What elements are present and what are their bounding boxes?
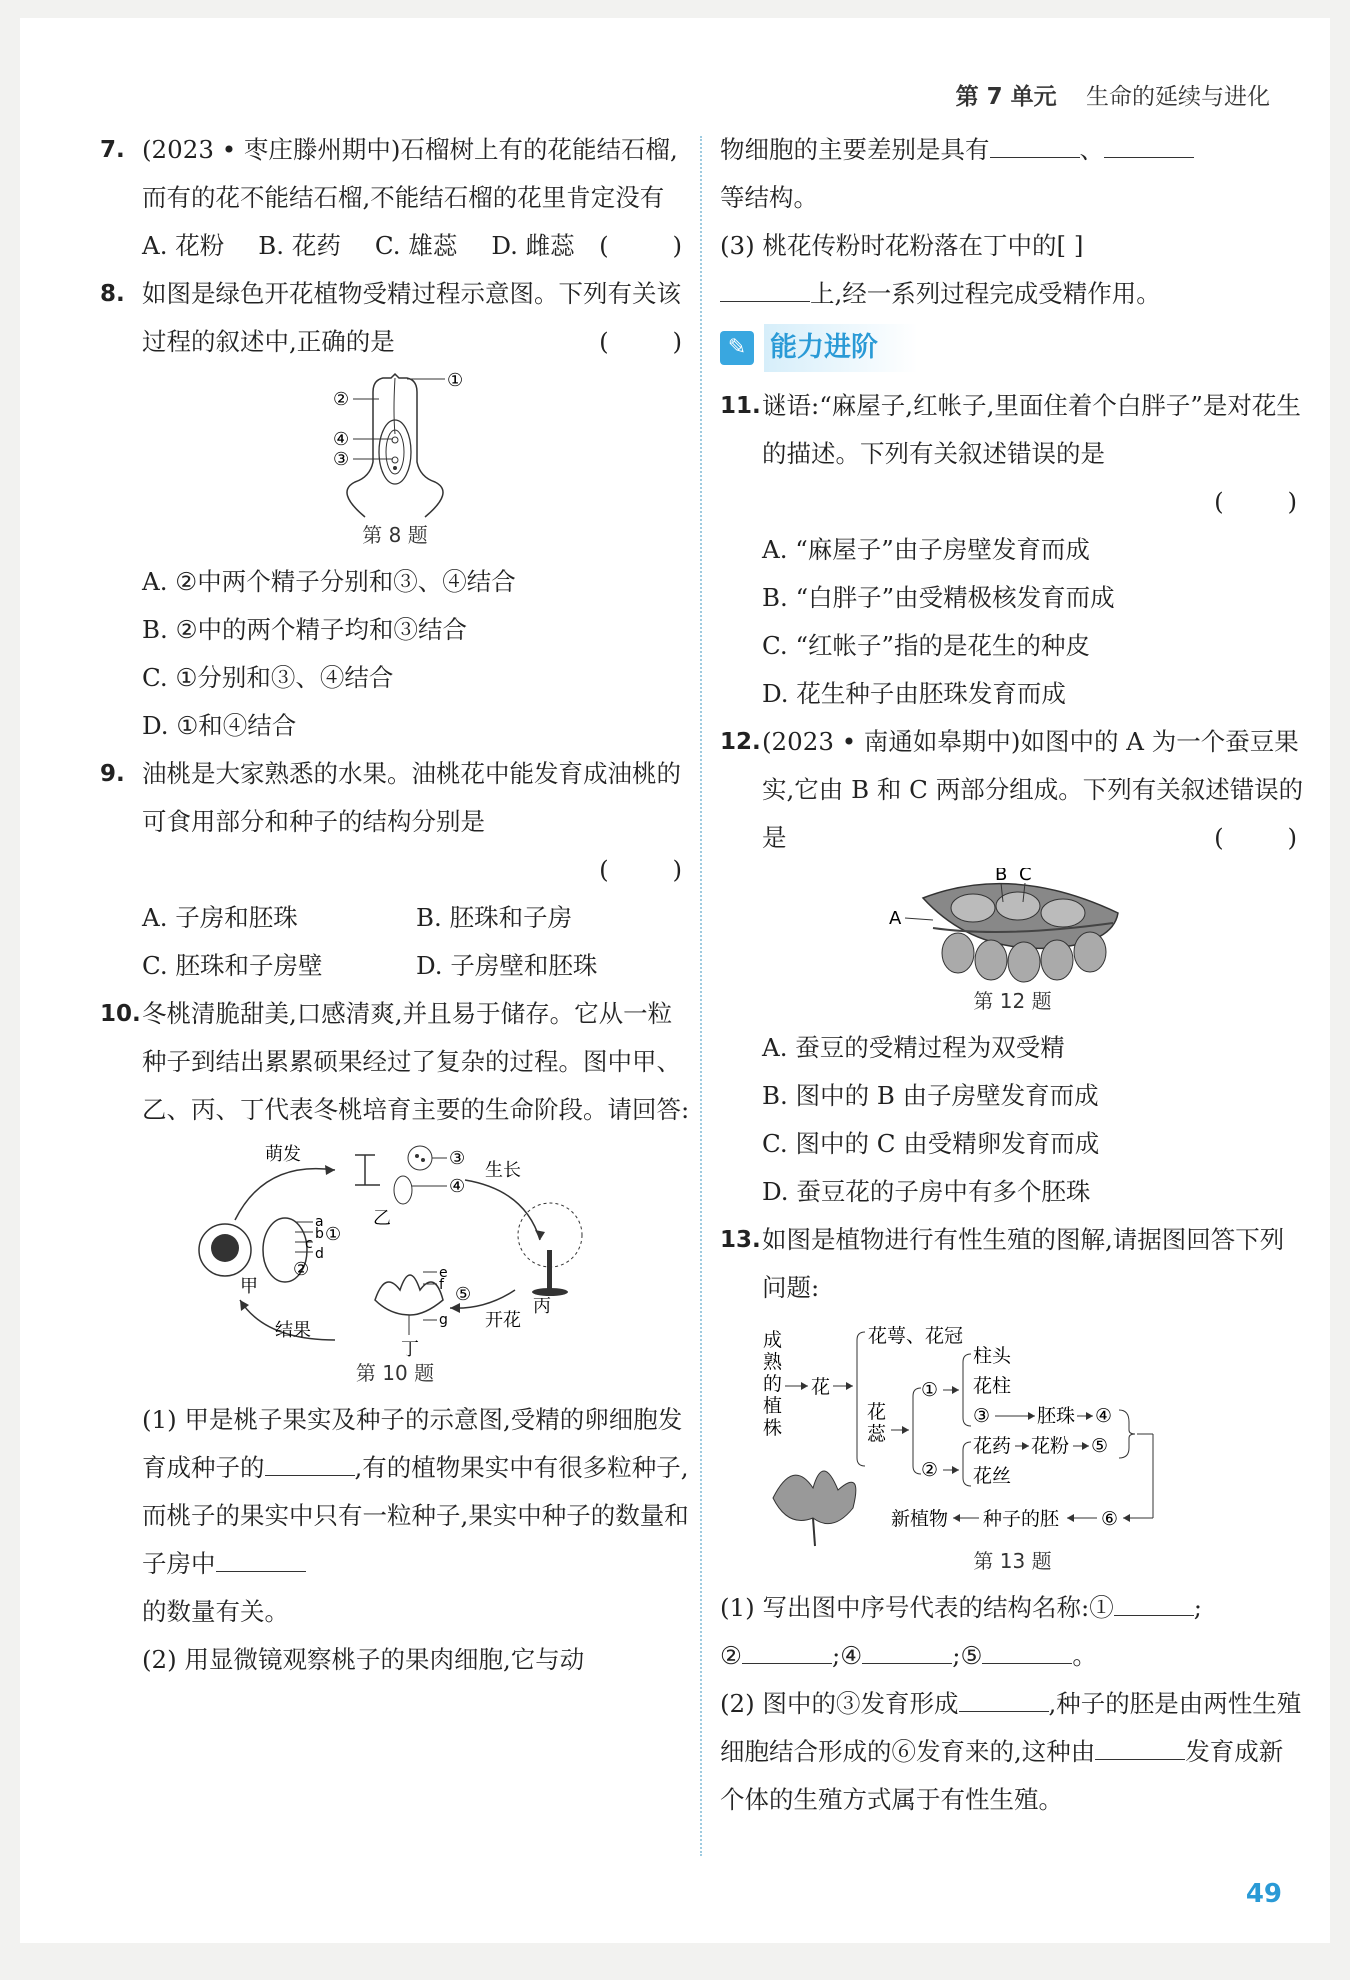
question-10: [100, 990, 690, 1134]
part1-text-a: (1) 甲是桃子果实及种子的示意图,受精的卵细胞发育成种子的: [142, 1405, 683, 1482]
part2-text-c: 等结构。: [720, 183, 818, 212]
blank-1[interactable]: [1114, 1585, 1194, 1616]
figure-caption: 第 13 题: [973, 1549, 1052, 1573]
label-d: d: [315, 1246, 324, 1262]
broad-bean-pod-image: [883, 868, 1143, 988]
workbook-page: [20, 18, 1330, 1943]
page-number: 49: [1245, 1879, 1282, 1909]
option-b[interactable]: B. “白胖子”由受精极核发育而成: [762, 583, 1115, 612]
sepal-petal-label: 花萼、花冠: [867, 1325, 963, 1347]
option-d[interactable]: D. 雌蕊: [491, 231, 575, 260]
figure-caption: 第 12 题: [973, 989, 1052, 1013]
blank-5[interactable]: [982, 1633, 1072, 1664]
option-a[interactable]: A. 蚕豆的受精过程为双受精: [762, 1033, 1065, 1062]
option-c[interactable]: C. 图中的 C 由受精卵发育而成: [762, 1129, 1100, 1158]
label-4: ④: [449, 1176, 466, 1197]
option-a[interactable]: A. 花粉: [142, 231, 225, 260]
options-9-row1: [100, 894, 690, 942]
q10-part2-start: (2) 用显微镜观察桃子的果肉细胞,它与动: [142, 1645, 585, 1674]
question-stem: 如图是绿色开花植物受精过程示意图。下列有关该过程的叙述中,正确的是: [142, 279, 681, 356]
sep-1: ;: [1193, 1593, 1203, 1622]
column-divider: [700, 136, 702, 1856]
option-b[interactable]: B. 胚珠和子房: [416, 903, 573, 932]
label-bloom: 开花: [485, 1310, 521, 1331]
stigma-label: 柱头: [972, 1345, 1011, 1367]
label-yi: 乙: [373, 1208, 391, 1229]
figure-8: [100, 372, 690, 548]
num-5: ⑤: [1090, 1435, 1108, 1457]
label-2: ②: [333, 389, 350, 410]
anther-label: 花药: [972, 1435, 1011, 1457]
option-c[interactable]: C. ①分别和③、④结合: [142, 663, 394, 692]
label-c: c: [305, 1236, 313, 1252]
page-header: [956, 78, 1270, 111]
blank-5[interactable]: [720, 271, 810, 302]
style-label: 花柱: [972, 1375, 1011, 1397]
options-9-row2: [100, 942, 690, 990]
label-jia: 甲: [240, 1276, 258, 1297]
option-d[interactable]: D. 子房壁和胚珠: [416, 951, 598, 980]
part3-text-a: (3) 桃花传粉时花粉落在丁中的[ ]: [720, 231, 1084, 260]
new-plant-label: 新植物: [890, 1508, 948, 1530]
part2-text-b: ,种子的胚是由两性生殖细胞结合形成的⑥发育来的,这种由: [720, 1689, 1302, 1766]
answer-bracket[interactable]: ( ): [599, 327, 710, 356]
pollen-label: 花粉: [1030, 1435, 1069, 1457]
plant-label: 成熟的植株: [762, 1329, 782, 1439]
embryo-label: 种子的胚: [982, 1508, 1059, 1530]
part2-text-b: 物细胞的主要差别是具有: [720, 135, 990, 164]
question-number: 9.: [100, 761, 125, 787]
label-f: f: [439, 1277, 444, 1293]
blank-2[interactable]: [216, 1541, 306, 1572]
question-number: 11.: [720, 393, 761, 419]
options-7: [100, 222, 599, 270]
sep-2: ;④: [831, 1641, 863, 1670]
label-grow: 生长: [485, 1160, 521, 1181]
label-g: g: [439, 1312, 448, 1328]
q13-part2: [720, 1680, 1305, 1824]
part1-text-c: 的数量有关。: [142, 1597, 289, 1626]
label-3: ③: [333, 449, 350, 470]
figure-caption: 第 10 题: [355, 1361, 435, 1385]
question-12: [720, 718, 1325, 862]
section-title: 能力进阶: [764, 324, 918, 372]
sep-3: ;⑤: [952, 1641, 983, 1670]
answer-bracket[interactable]: ( ): [1214, 823, 1325, 852]
blank-6[interactable]: [959, 1681, 1049, 1712]
option-b[interactable]: B. 花药: [258, 231, 341, 260]
figure-10: [100, 1140, 690, 1386]
flower-label: 花: [810, 1376, 830, 1398]
option-c[interactable]: C. 雄蕊: [374, 231, 458, 260]
section-heading: [720, 324, 1305, 372]
question-number: 12.: [720, 729, 761, 755]
num-2: ②: [920, 1459, 938, 1481]
question-number: 10.: [100, 1001, 141, 1027]
part3-text-b: 上,经一系列过程完成受精作用。: [810, 279, 1161, 308]
answer-bracket[interactable]: ( ): [1214, 487, 1325, 516]
option-b[interactable]: B. ②中的两个精子均和③结合: [142, 615, 468, 644]
part2-text-a: (2) 图中的③发育形成: [720, 1689, 959, 1718]
question-stem: 油桃是大家熟悉的水果。油桃花中能发育成油桃的可食用部分和种子的结构分别是: [142, 759, 681, 836]
pencil-icon: ✎: [720, 331, 754, 365]
label-a: A: [888, 908, 901, 929]
part1-text-a: (1) 写出图中序号代表的结构名称:①: [720, 1593, 1114, 1622]
answer-bracket[interactable]: ( ): [599, 231, 710, 260]
label-fruit: 结果: [275, 1320, 311, 1341]
part2-text-c: 发育成新个体的生殖方式属于有性生殖。: [720, 1737, 1284, 1814]
question-number: 8.: [100, 281, 125, 307]
label-c: C: [1018, 868, 1032, 885]
unit-label: 第 7 单元: [955, 84, 1057, 110]
question-number: 7.: [100, 137, 125, 163]
figure-caption: 第 8 题: [362, 523, 428, 547]
answer-bracket[interactable]: ( ): [599, 855, 710, 884]
question-stem: 冬桃清脆甜美,口感清爽,并且易于储存。它从一粒种子到结出累累硕果经过了复杂的过程。图中甲、乙、丙、丁代表冬桃培育主要的生命阶段。请回答:: [142, 999, 690, 1124]
blank-4[interactable]: [1104, 127, 1194, 158]
label-b: b: [315, 1226, 324, 1242]
label-ding: 丁: [401, 1339, 419, 1360]
question-11: [720, 382, 1325, 526]
option-a[interactable]: A. 子房和胚珠: [142, 903, 298, 932]
blank-3[interactable]: [990, 127, 1080, 158]
blank-7[interactable]: [1095, 1729, 1185, 1760]
option-d[interactable]: D. 蚕豆花的子房中有多个胚珠: [762, 1177, 1091, 1206]
num-6: ⑥: [1100, 1508, 1118, 1530]
option-a[interactable]: A. “麻屋子”由子房壁发育而成: [762, 535, 1090, 564]
q10-part3: [720, 222, 1305, 318]
ovule-label: 胚珠: [1036, 1405, 1075, 1427]
option-b[interactable]: B. 图中的 B 由子房壁发育而成: [762, 1081, 1099, 1110]
label-a: a: [315, 1214, 324, 1230]
q10-part1: [100, 1396, 690, 1636]
num-1: ①: [920, 1379, 938, 1401]
figure-12: [720, 868, 1305, 1014]
q13-part1: [720, 1584, 1305, 1680]
question-stem: 谜语:“麻屋子,红帐子,里面住着个白胖子”是对花生的描述。下列有关叙述错误的是: [762, 391, 1301, 468]
question-stem: (2023 • 南通如皋期中)如图中的 A 为一个蚕豆果实,它由 B 和 C 两部分组成。下列有关叙述错误的是: [762, 727, 1304, 852]
label-1: ①: [447, 372, 464, 391]
question-9: [100, 750, 710, 894]
fertilization-diagram: [295, 372, 495, 522]
pistil-label: 花蕊: [866, 1401, 886, 1445]
option-c[interactable]: C. 胚珠和子房壁: [142, 951, 323, 980]
num-4: ④: [1094, 1405, 1112, 1427]
label-e: e: [439, 1265, 448, 1281]
label-bing: 丙: [533, 1296, 551, 1317]
label-4: ④: [333, 429, 350, 450]
question-13: [720, 1216, 1305, 1312]
left-column: [100, 126, 710, 1684]
flower-illustration: [773, 1471, 856, 1546]
label-2: ②: [293, 1259, 310, 1280]
label-5: ⑤: [455, 1284, 472, 1305]
peach-lifecycle-diagram: [185, 1140, 605, 1360]
option-d[interactable]: D. ①和④结合: [142, 711, 297, 740]
question-stem: 如图是植物进行有性生殖的图解,请据图回答下列问题:: [762, 1225, 1285, 1302]
label-b: B: [994, 868, 1007, 885]
question-number: 13.: [720, 1227, 761, 1253]
label-1: ①: [325, 1224, 342, 1245]
question-stem: (2023 • 枣庄滕州期中)石榴树上有的花能结石榴,而有的花不能结石榴,不能结石榴的花里肯定没有: [142, 135, 678, 212]
filament-label: 花丝: [972, 1465, 1011, 1487]
sexual-reproduction-diagram: [753, 1318, 1273, 1548]
option-c[interactable]: C. “红帐子”指的是花生的种皮: [762, 631, 1090, 660]
label-3: ③: [449, 1148, 466, 1169]
unit-title: 生命的延续与进化: [1086, 84, 1270, 110]
blank-4[interactable]: [862, 1633, 952, 1664]
q10-part2-cont: [720, 126, 1305, 222]
num-3: ③: [972, 1405, 990, 1427]
end-mark: 。: [1072, 1641, 1097, 1670]
part2-sep: 、: [1079, 135, 1104, 164]
blank-2[interactable]: [742, 1633, 832, 1664]
part1-text-b: ,有的植物果实中有很多粒种子,而桃子的果实中只有一粒种子,果实中种子的数量和子房中: [142, 1453, 689, 1578]
part1-text-b: ②: [720, 1641, 742, 1670]
option-a[interactable]: A. ②中两个精子分别和③、④结合: [142, 567, 516, 596]
right-column: [720, 126, 1325, 1824]
label-germinate: 萌发: [265, 1144, 301, 1165]
question-8: [100, 270, 710, 366]
figure-13: [720, 1318, 1305, 1574]
option-d[interactable]: D. 花生种子由胚珠发育而成: [762, 679, 1066, 708]
blank-1[interactable]: [265, 1445, 355, 1476]
